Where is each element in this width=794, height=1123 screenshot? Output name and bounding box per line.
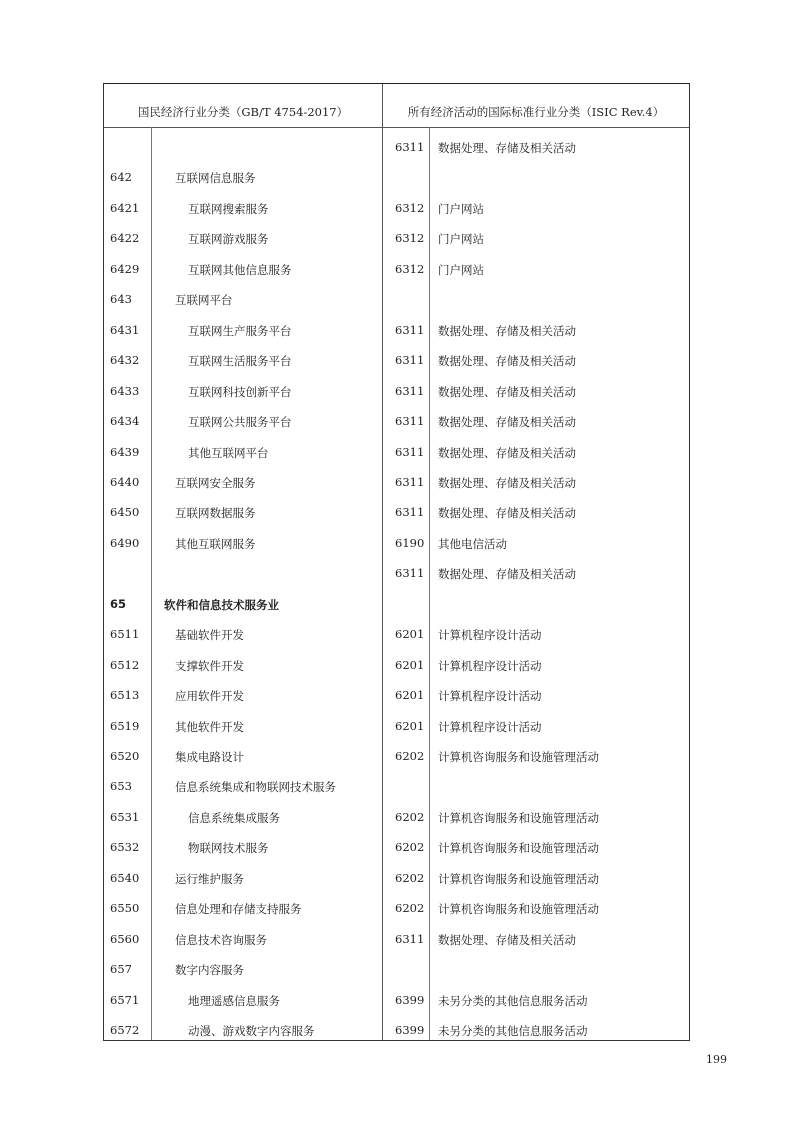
isic-name: 数据处理、存储及相关活动 <box>438 506 576 521</box>
table-row <box>104 445 689 475</box>
gb-name: 互联网安全服务 <box>175 475 256 490</box>
isic-name: 计算机咨询服务和设施管理活动 <box>438 871 599 886</box>
table-row <box>104 688 689 718</box>
isic-code: 6311 <box>395 353 425 368</box>
isic-name: 计算机咨询服务和设施管理活动 <box>438 810 599 825</box>
table-row <box>104 170 689 200</box>
isic-name: 数据处理、存储及相关活动 <box>438 932 576 947</box>
table-row <box>104 292 689 322</box>
table-row <box>104 901 689 931</box>
gb-name: 互联网公共服务平台 <box>188 415 292 430</box>
gb-code: 6532 <box>110 840 140 855</box>
table-row <box>104 658 689 688</box>
gb-name: 软件和信息技术服务业 <box>164 597 279 612</box>
gb-name: 动漫、游戏数字内容服务 <box>188 1024 315 1039</box>
gb-code: 6540 <box>110 870 140 885</box>
isic-name: 未另分类的其他信息服务活动 <box>438 993 588 1008</box>
gb-code: 6550 <box>110 901 140 916</box>
isic-code: 6201 <box>395 688 425 703</box>
gb-code: 6440 <box>110 474 140 489</box>
table-row <box>104 475 689 505</box>
gb-name: 其他互联网平台 <box>188 445 269 460</box>
isic-code: 6201 <box>395 718 425 733</box>
isic-code: 6202 <box>395 749 425 763</box>
isic-code: 6202 <box>395 870 425 885</box>
isic-code: 6202 <box>395 901 425 916</box>
isic-code: 6312 <box>395 231 425 246</box>
gb-name: 应用软件开发 <box>175 689 244 704</box>
isic-code: 6311 <box>395 322 425 337</box>
page-number: 199 <box>706 1053 727 1066</box>
isic-name: 计算机程序设计活动 <box>438 719 542 734</box>
gb-code: 6431 <box>110 322 140 337</box>
gb-name: 互联网游戏服务 <box>188 232 269 247</box>
table-row <box>104 505 689 535</box>
header-divider <box>104 127 689 128</box>
gb-code: 6571 <box>110 992 140 1007</box>
gb-name: 物联网技术服务 <box>188 841 269 856</box>
isic-name: 计算机程序设计活动 <box>438 628 542 643</box>
isic-name: 数据处理、存储及相关活动 <box>438 445 576 460</box>
gb-name: 互联网科技创新平台 <box>188 384 292 399</box>
gb-name: 其他软件开发 <box>175 719 244 734</box>
gb-code: 643 <box>110 292 132 307</box>
isic-name: 计算机咨询服务和设施管理活动 <box>438 902 599 917</box>
table-row <box>104 353 689 383</box>
classification-table <box>103 83 690 1041</box>
gb-code: 6434 <box>110 414 140 429</box>
isic-code: 6311 <box>395 444 425 459</box>
gb-name: 互联网平台 <box>175 293 233 308</box>
table-row <box>104 384 689 414</box>
gb-code: 6450 <box>110 505 140 520</box>
isic-name: 数据处理、存储及相关活动 <box>438 354 576 369</box>
gb-code: 6429 <box>110 261 140 276</box>
gb-name: 信息系统集成和物联网技术服务 <box>175 780 336 795</box>
isic-code: 6311 <box>395 931 425 946</box>
gb-name: 互联网数据服务 <box>175 506 256 521</box>
gb-code: 6432 <box>110 353 140 368</box>
isic-code: 6201 <box>395 657 425 672</box>
header-gb: 国民经济行业分类（GB/T 4754-2017） <box>137 105 349 119</box>
table-row <box>104 1023 689 1053</box>
table-row <box>104 871 689 901</box>
table-row <box>104 536 689 566</box>
isic-name: 计算机咨询服务和设施管理活动 <box>438 750 599 764</box>
gb-name: 运行维护服务 <box>175 871 244 886</box>
gb-code: 6422 <box>110 231 140 246</box>
table-row <box>104 840 689 870</box>
gb-code: 6560 <box>110 931 140 946</box>
gb-code: 6513 <box>110 688 140 703</box>
isic-code: 6311 <box>395 140 425 154</box>
table-row <box>104 566 689 596</box>
gb-name: 信息系统集成服务 <box>188 810 280 825</box>
gb-code: 653 <box>110 779 132 794</box>
isic-code: 6311 <box>395 414 425 429</box>
isic-code: 6311 <box>395 383 425 398</box>
table-row <box>104 810 689 840</box>
gb-code: 6511 <box>110 627 140 642</box>
gb-name: 互联网信息服务 <box>175 171 256 186</box>
isic-code: 6312 <box>395 200 425 215</box>
table-row <box>104 262 689 292</box>
gb-code: 6519 <box>110 718 140 733</box>
isic-name: 数据处理、存储及相关活动 <box>438 384 576 399</box>
header-isic: 所有经济活动的国际标准行业分类（ISIC Rev.4） <box>407 105 665 119</box>
gb-code: 6421 <box>110 200 140 215</box>
isic-name: 数据处理、存储及相关活动 <box>438 567 576 582</box>
gb-code: 6490 <box>110 535 140 550</box>
table-row <box>104 779 689 809</box>
gb-code: 6512 <box>110 657 140 672</box>
isic-name: 数据处理、存储及相关活动 <box>438 323 576 338</box>
isic-code: 6311 <box>395 566 425 581</box>
isic-name: 计算机程序设计活动 <box>438 658 542 673</box>
isic-name: 门户网站 <box>438 232 484 247</box>
gb-name: 信息技术咨询服务 <box>175 932 267 947</box>
table-row <box>104 140 689 170</box>
gb-code: 6433 <box>110 383 140 398</box>
isic-code: 6399 <box>395 1023 425 1038</box>
gb-name: 互联网其他信息服务 <box>188 262 292 277</box>
isic-code: 6201 <box>395 627 425 642</box>
isic-name: 数据处理、存储及相关活动 <box>438 475 576 490</box>
gb-code: 642 <box>110 170 132 185</box>
gb-name: 数字内容服务 <box>175 963 244 978</box>
gb-name: 其他互联网服务 <box>175 536 256 551</box>
gb-name: 支撑软件开发 <box>175 658 244 673</box>
gb-code: 6439 <box>110 444 140 459</box>
table-row <box>104 201 689 231</box>
gb-name: 信息处理和存储支持服务 <box>175 902 302 917</box>
isic-code: 6311 <box>395 474 425 489</box>
table-row <box>104 231 689 261</box>
isic-code: 6399 <box>395 992 425 1007</box>
gb-name: 互联网搜索服务 <box>188 201 269 216</box>
table-row <box>104 962 689 992</box>
gb-code: 6520 <box>110 749 140 763</box>
table-row <box>104 597 689 627</box>
gb-code: 6572 <box>110 1023 140 1038</box>
gb-code: 6531 <box>110 809 140 824</box>
isic-name: 其他电信活动 <box>438 536 507 551</box>
isic-name: 数据处理、存储及相关活动 <box>438 415 576 430</box>
isic-name: 门户网站 <box>438 262 484 277</box>
isic-name: 数据处理、存储及相关活动 <box>438 141 576 155</box>
table-row <box>104 323 689 353</box>
gb-name: 互联网生活服务平台 <box>188 354 292 369</box>
isic-code: 6190 <box>395 535 425 550</box>
gb-name: 基础软件开发 <box>175 628 244 643</box>
gb-code: 657 <box>110 962 132 977</box>
isic-code: 6311 <box>395 505 425 520</box>
isic-name: 门户网站 <box>438 201 484 216</box>
isic-name: 计算机程序设计活动 <box>438 689 542 704</box>
gb-name: 互联网生产服务平台 <box>188 323 292 338</box>
table-row <box>104 993 689 1023</box>
isic-code: 6202 <box>395 809 425 824</box>
isic-code: 6312 <box>395 261 425 276</box>
isic-name: 计算机咨询服务和设施管理活动 <box>438 841 599 856</box>
gb-name: 集成电路设计 <box>175 750 244 764</box>
gb-code: 65 <box>110 596 127 611</box>
table-row <box>104 749 689 779</box>
isic-name: 未另分类的其他信息服务活动 <box>438 1024 588 1039</box>
table-row <box>104 414 689 444</box>
gb-name: 地理遥感信息服务 <box>188 993 280 1008</box>
table-row <box>104 719 689 749</box>
isic-code: 6202 <box>395 840 425 855</box>
table-row <box>104 932 689 962</box>
table-row <box>104 627 689 657</box>
